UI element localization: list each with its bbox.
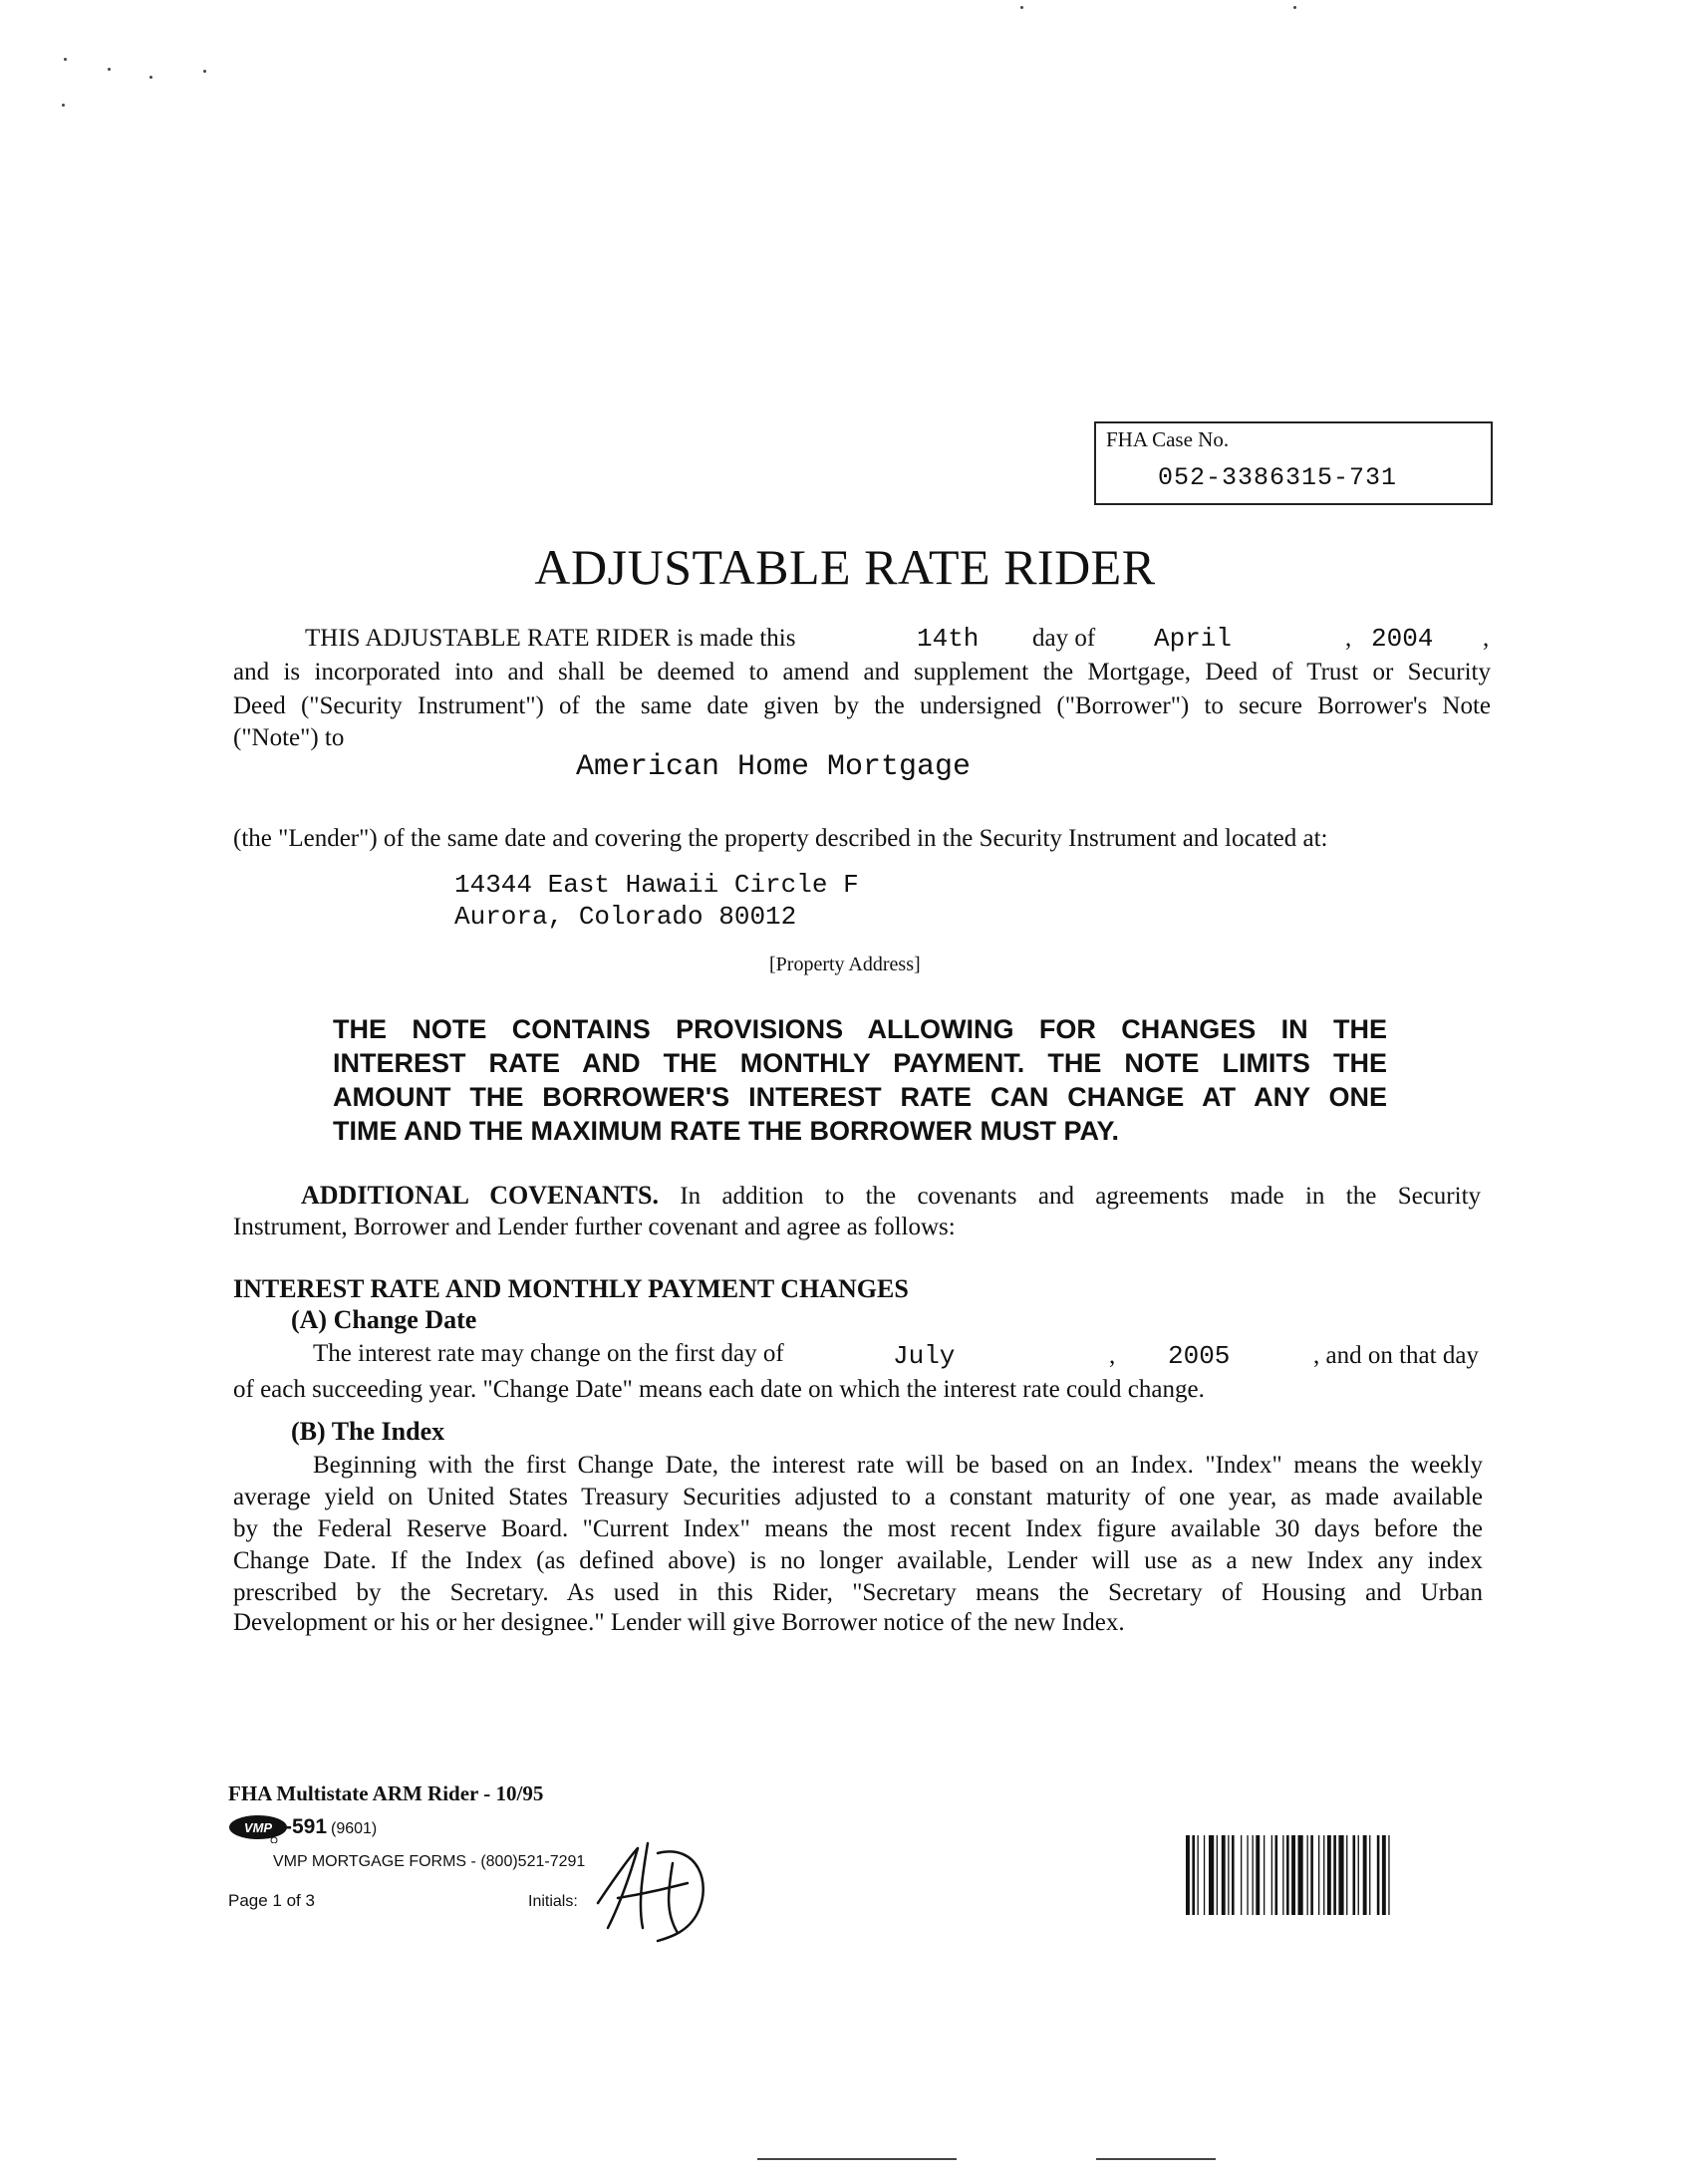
barcode-bar <box>1241 1835 1242 1915</box>
barcode-bar <box>1264 1835 1265 1915</box>
barcode-bar <box>1228 1835 1229 1915</box>
change-date-year-value: 2005 <box>1168 1341 1231 1371</box>
intro-comma-1: , <box>1345 625 1352 652</box>
warning-line-3: AMOUNT THE BORROWER'S INTEREST RATE CAN CHANGE AT ANY ONE <box>333 1082 1387 1112</box>
scan-speck <box>62 104 65 107</box>
footer-page-number: Page 1 of 3 <box>228 1891 315 1910</box>
barcode-bar <box>1282 1835 1283 1915</box>
barcode-bar <box>1369 1835 1370 1915</box>
intro-line-5: (the "Lender") of the same date and covering the property described in the Security Instrument and located at: <box>233 825 1328 852</box>
change-date-month-value: July <box>893 1341 956 1371</box>
barcode-bar <box>1253 1835 1254 1915</box>
barcode-bar <box>1198 1835 1199 1915</box>
intro-line-4: ("Note") to <box>233 724 345 751</box>
index-line-5: prescribed by the Secretary. As used in this Rider, "Secretary means the Secretary of Housing and Urban <box>233 1579 1483 1606</box>
fha-case-label: FHA Case No. <box>1106 427 1230 451</box>
index-line-4: Change Date. If the Index (as defined above) is no longer available, Lender will use as a new Index any index <box>233 1547 1483 1574</box>
index-line-3: by the Federal Reserve Board. "Current Index" means the most recent Index figure available 30 days before the <box>233 1515 1483 1542</box>
footer-form-title: FHA Multistate ARM Rider - 10/95 <box>228 1781 544 1805</box>
barcode-bar <box>1310 1835 1313 1915</box>
barcode-bar <box>1186 1835 1190 1915</box>
scan-speck <box>1020 6 1023 9</box>
barcode-bar <box>1247 1835 1248 1915</box>
barcode-bar <box>1256 1835 1260 1915</box>
scan-speck <box>64 58 67 61</box>
scan-speck <box>757 2158 957 2160</box>
barcode-bar <box>1358 1835 1359 1915</box>
index-line-1: Beginning with the first Change Date, the interest rate will be based on an Index. "Index" means the weekly <box>313 1452 1483 1479</box>
index-line-6: Development or his or her designee." Lender will give Borrower notice of the new Index. <box>233 1609 1125 1636</box>
change-date-line-1: The interest rate may change on the first day of <box>313 1340 784 1367</box>
index-line-2: average yield on United States Treasury Securities adjusted to a constant maturity of one year, as made available <box>233 1484 1483 1510</box>
barcode-bar <box>1217 1835 1218 1915</box>
barcode-bar <box>1363 1835 1367 1915</box>
vmp-logo-icon <box>228 1813 290 1843</box>
intro-line-2: and is incorporated into and shall be deemed to amend and supplement the Mortgage, Deed of Trust or Security <box>233 659 1491 685</box>
covenants-label: ADDITIONAL COVENANTS. <box>301 1181 659 1210</box>
footer-initials-label: Initials: <box>528 1893 578 1910</box>
barcode-bar <box>1204 1835 1205 1915</box>
document-title: ADJUSTABLE RATE RIDER <box>534 539 1156 595</box>
barcode-bar <box>1388 1835 1389 1915</box>
initials-signature <box>588 1833 717 1943</box>
barcode-bar <box>1192 1835 1195 1915</box>
intro-day-of: day of <box>1032 625 1096 652</box>
barcode-bar <box>1353 1835 1356 1915</box>
change-date-comma: , <box>1109 1342 1116 1369</box>
barcode-bar <box>1382 1835 1386 1915</box>
footer-vmp-forms: VMP MORTGAGE FORMS - (800)521-7291 <box>273 1853 586 1870</box>
property-address-caption: [Property Address] <box>769 954 921 975</box>
footer-form-number: -591 <box>285 1815 328 1838</box>
barcode <box>1186 1835 1477 1915</box>
footer-form-code: (9601) <box>331 1820 378 1837</box>
index-heading: (B) The Index <box>291 1417 445 1446</box>
intro-month-value: April <box>1154 624 1233 654</box>
barcode-bar <box>1209 1835 1214 1915</box>
covenants-line-2: Instrument, Borrower and Lender further covenant and agree as follows: <box>233 1214 956 1240</box>
barcode-bar <box>1327 1835 1331 1915</box>
barcode-bar <box>1275 1835 1278 1915</box>
barcode-bar <box>1222 1835 1226 1915</box>
lender-name: American Home Mortgage <box>576 750 972 784</box>
covenants-line-1 <box>301 1179 1481 1214</box>
intro-line-1: THIS ADJUSTABLE RATE RIDER is made this <box>305 625 796 652</box>
scan-speck <box>108 68 111 71</box>
intro-day-value: 14th <box>917 624 980 654</box>
barcode-bar <box>1338 1835 1343 1915</box>
property-address-line-2: Aurora, Colorado 80012 <box>454 902 797 932</box>
barcode-bar <box>1333 1835 1336 1915</box>
barcode-bar <box>1271 1835 1272 1915</box>
fha-case-box <box>1094 421 1493 505</box>
barcode-bar <box>1377 1835 1380 1915</box>
intro-line-3: Deed ("Security Instrument") of the same date given by the undersigned ("Borrower") to secure Borrower's Note <box>233 692 1491 719</box>
barcode-bar <box>1232 1835 1235 1915</box>
intro-comma-2: , <box>1483 625 1490 652</box>
barcode-bar <box>1323 1835 1324 1915</box>
property-address-line-1: 14344 East Hawaii Circle F <box>454 870 859 900</box>
scan-speck <box>149 76 152 79</box>
scan-speck <box>1096 2158 1216 2160</box>
scan-speck <box>1293 6 1296 9</box>
barcode-bar <box>1298 1835 1303 1915</box>
warning-line-4: TIME AND THE MAXIMUM RATE THE BORROWER MUST PAY. <box>333 1116 1119 1146</box>
vmp-logo-text: VMP <box>243 1820 273 1835</box>
intro-year-value: 2004 <box>1371 624 1434 654</box>
warning-paragraph <box>333 1012 1387 1148</box>
barcode-bar <box>1286 1835 1289 1915</box>
barcode-bar <box>1346 1835 1347 1915</box>
section-heading: INTEREST RATE AND MONTHLY PAYMENT CHANGES <box>233 1274 909 1303</box>
warning-line-1: THE NOTE CONTAINS PROVISIONS ALLOWING FOR CHANGES IN THE <box>333 1014 1387 1044</box>
change-date-line-2: of each succeeding year. "Change Date" means each date on which the interest rate could change. <box>233 1376 1205 1403</box>
change-date-heading: (A) Change Date <box>291 1305 477 1334</box>
warning-line-2: INTEREST RATE AND THE MONTHLY PAYMENT. THE NOTE LIMITS THE <box>333 1048 1387 1078</box>
barcode-bar <box>1291 1835 1295 1915</box>
scan-speck <box>203 70 206 73</box>
change-date-line-1-end: , and on that day <box>1313 1342 1479 1369</box>
fha-case-number: 052-3386315-731 <box>1158 463 1398 492</box>
covenants-line-1-rest: In addition to the covenants and agreements made in the Security <box>680 1183 1482 1210</box>
barcode-bar <box>1318 1835 1319 1915</box>
barcode-bar <box>1307 1835 1308 1915</box>
